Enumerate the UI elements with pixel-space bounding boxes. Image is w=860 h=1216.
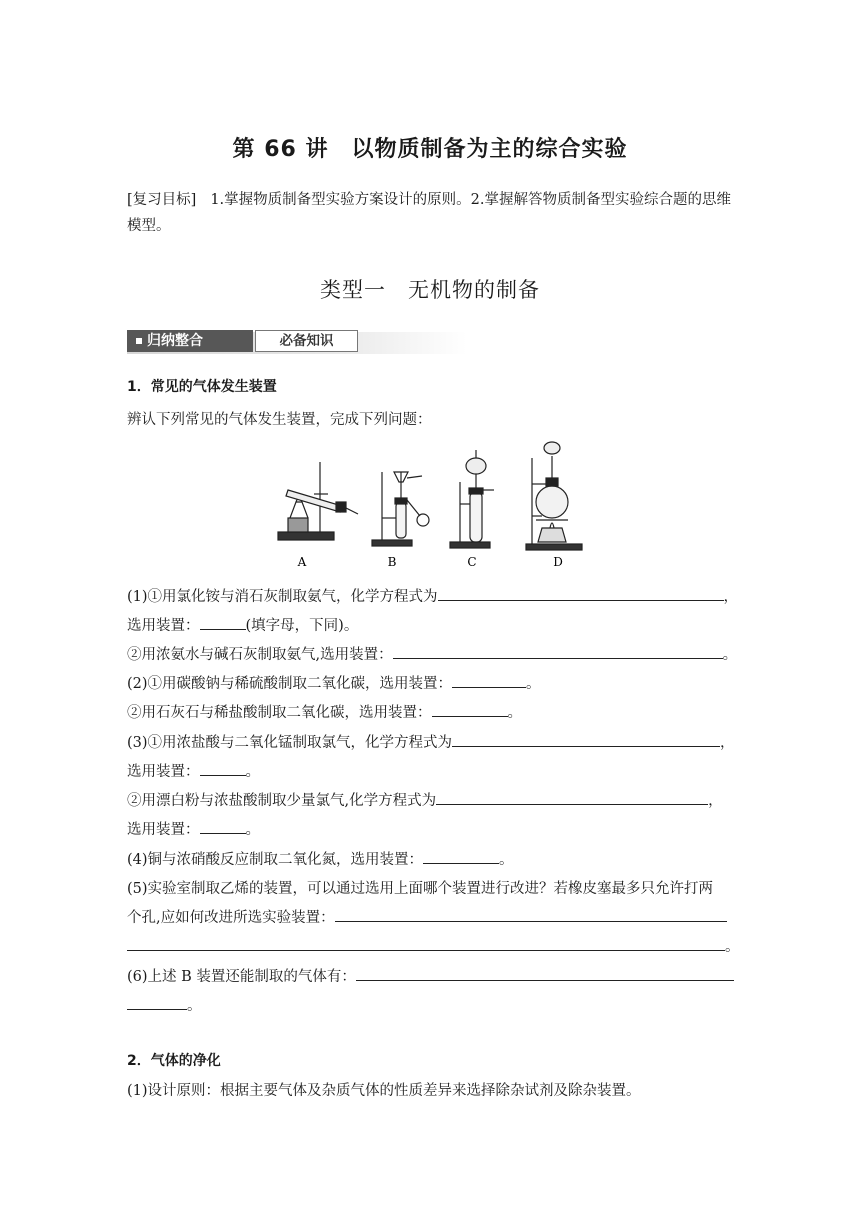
apparatus-c	[450, 450, 494, 548]
question-2a-text: (2)①用碳酸钠与稀硫酸制取二氧化碳，选用装置：	[127, 676, 453, 692]
answer-blank[interactable]	[438, 586, 724, 601]
period: 。	[722, 647, 738, 663]
question-3b-cont	[127, 818, 260, 839]
question-6-cont	[127, 994, 202, 1015]
answer-blank[interactable]	[452, 732, 720, 747]
review-tag: [复习目标]	[127, 192, 197, 208]
review-text: 1.掌握物质制备型实验方案设计的原则。2.掌握解答物质制备型实验综合题的思维模型。	[127, 192, 731, 234]
question-3b	[127, 789, 723, 810]
section2-line1: (1)设计原则：根据主要气体及杂质气体的性质差异来选择除杂试剂及除杂装置。	[127, 1083, 641, 1099]
question-2b	[127, 701, 522, 722]
question-3a-cont	[127, 760, 260, 781]
answer-blank[interactable]	[423, 849, 499, 864]
question-2a	[127, 672, 541, 693]
question-3a-text: (3)①用浓盐酸与二氧化锰制取氯气，化学方程式为	[127, 735, 453, 751]
period: 。	[187, 998, 202, 1014]
banner-right-label: 必备知识	[255, 330, 358, 352]
question-1a-note: (填字母，下同)。	[245, 618, 359, 634]
section1-heading: 1．常见的气体发生装置	[127, 379, 277, 395]
type-heading: 类型一 无机物的制备	[320, 278, 540, 302]
question-3b-cont-text: 选用装置：	[127, 822, 200, 838]
answer-blank[interactable]	[393, 644, 723, 659]
apparatus-d	[526, 442, 582, 550]
answer-blank[interactable]	[432, 702, 508, 717]
answer-blank[interactable]	[356, 966, 734, 981]
section-banner	[127, 330, 467, 354]
answer-blank[interactable]	[127, 995, 187, 1010]
question-4	[127, 848, 514, 869]
section2-heading: 2．气体的净化	[127, 1053, 221, 1069]
page-title: 第 66 讲 以物质制备为主的综合实验	[232, 137, 628, 162]
question-1a-text: (1)①用氯化铵与消石灰制取氨气，化学方程式为	[127, 589, 438, 605]
figure-label-d: D	[553, 555, 563, 569]
square-icon	[136, 338, 142, 344]
answer-blank[interactable]	[335, 907, 727, 922]
comma: ，	[708, 793, 723, 809]
question-5-line2-text: 个孔,应如何改进所选实验装置：	[127, 910, 335, 926]
apparatus-b	[372, 472, 429, 546]
question-5-line3	[127, 935, 740, 956]
review-objectives	[127, 187, 737, 239]
period: 。	[507, 705, 522, 721]
question-1b	[127, 643, 737, 664]
period: 。	[725, 939, 740, 955]
banner-left-label: 归纳整合	[147, 333, 203, 349]
question-5-line2	[127, 906, 727, 927]
question-6-text: (6)上述 B 装置还能制取的气体有：	[127, 969, 356, 985]
period: 。	[499, 852, 514, 868]
banner-left	[127, 330, 253, 352]
figure-label-a: A	[297, 555, 307, 569]
question-2b-text: ②用石灰石与稀盐酸制取二氧化碳，选用装置：	[127, 705, 432, 721]
period: 。	[526, 676, 541, 692]
question-3a	[127, 731, 735, 752]
answer-blank[interactable]	[200, 615, 246, 630]
question-5-line1: (5)实验室制取乙烯的装置，可以通过选用上面哪个装置进行改进？若橡皮塞最多只允许打两	[127, 881, 714, 897]
question-1b-text: ②用浓氨水与碱石灰制取氨气,选用装置：	[127, 647, 393, 663]
comma: ，	[723, 589, 739, 605]
answer-blank[interactable]	[200, 761, 246, 776]
question-1a	[127, 585, 738, 606]
question-1a-cont-text: 选用装置：	[127, 618, 200, 634]
question-6	[127, 965, 734, 986]
section1-intro: 辨认下列常见的气体发生装置，完成下列问题：	[127, 412, 432, 428]
question-4-text: (4)铜与浓硝酸反应制取二氧化氮，选用装置：	[127, 852, 424, 868]
answer-blank[interactable]	[452, 673, 526, 688]
comma: ，	[720, 735, 735, 751]
figure-label-c: C	[467, 555, 477, 569]
figure-label-b: B	[387, 555, 397, 569]
period: 。	[245, 764, 260, 780]
apparatus-a	[278, 462, 358, 540]
answer-blank[interactable]	[200, 819, 246, 834]
period: 。	[245, 822, 260, 838]
answer-blank[interactable]	[436, 790, 708, 805]
apparatus-figure	[270, 432, 590, 572]
question-3b-text: ②用漂白粉与浓盐酸制取少量氯气,化学方程式为	[127, 793, 437, 809]
question-3a-cont-text: 选用装置：	[127, 764, 200, 780]
answer-blank[interactable]	[127, 936, 725, 951]
question-1a-cont	[127, 614, 358, 635]
